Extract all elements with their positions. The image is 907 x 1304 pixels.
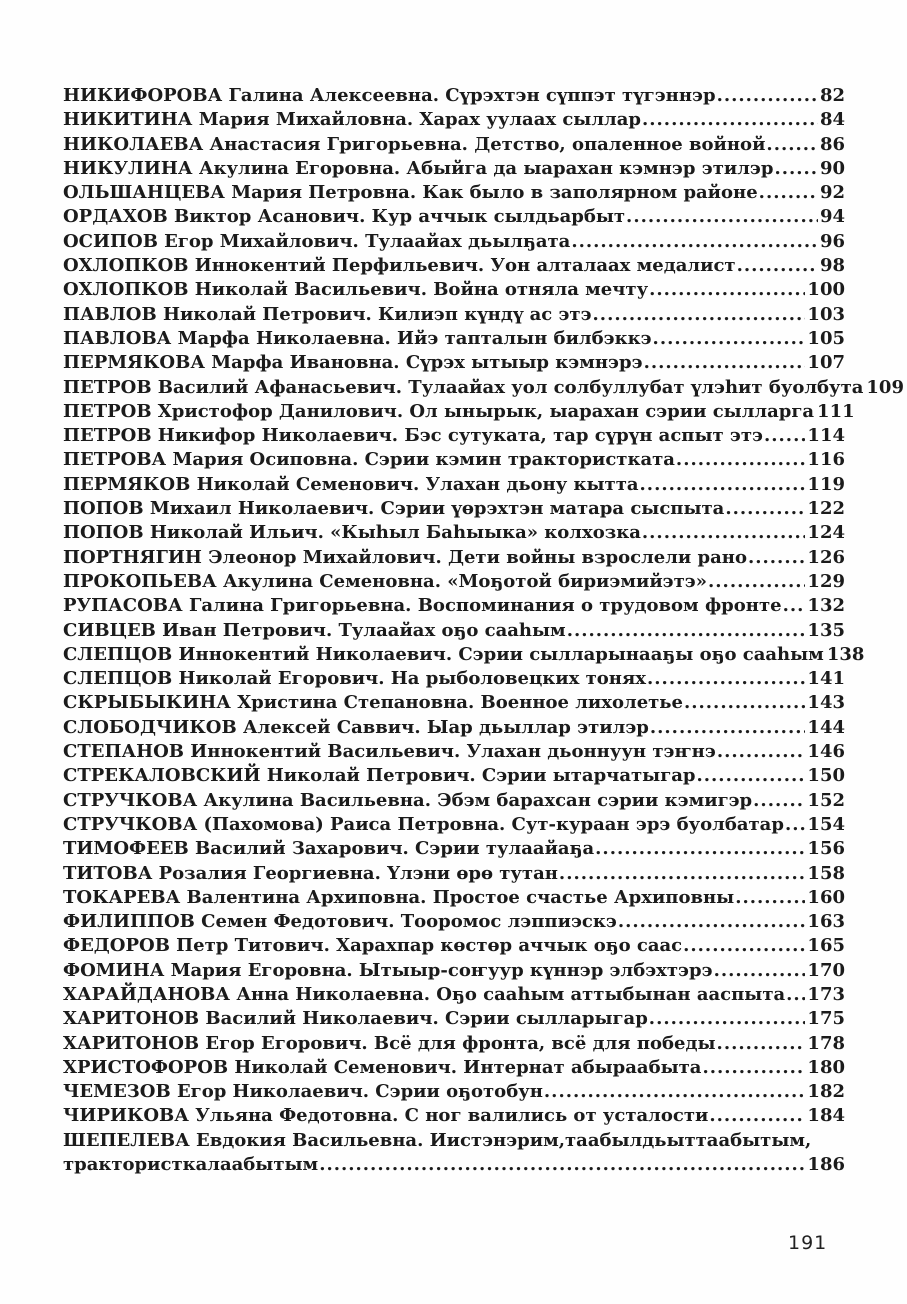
toc-entry-page-number: 154 (807, 813, 845, 835)
toc-entry-text: ПЕТРОВА Мария Осиповна. Сэрии кэмин трактористката (63, 449, 675, 471)
toc-entry (63, 983, 845, 1007)
toc-entry-text: ПОПОВ Николай Ильич. «Кыһыл Баһыыка» колхозка (63, 522, 641, 544)
dot-leader (774, 157, 818, 181)
toc-entry-page-number: 175 (807, 1008, 845, 1030)
page-number: 191 (788, 1232, 828, 1254)
toc-entry (63, 1056, 845, 1080)
dot-leader (683, 934, 805, 958)
dot-leader (593, 303, 806, 327)
toc-entry-text: СЛЕПЦОВ Николай Егорович. На рыболовецких тонях (63, 668, 647, 690)
dot-leader (653, 327, 806, 351)
toc-entry-page-number: 180 (807, 1056, 845, 1078)
toc-entry-text: ЧЕМЕЗОВ Егор Николаевич. Сэрии оҕотобун (63, 1081, 543, 1103)
toc-entry (63, 910, 845, 934)
toc-entry-page-number: 103 (807, 303, 845, 325)
toc-entry (63, 1104, 845, 1128)
toc-entry-text: ТИМОФЕЕВ Василий Захарович. Сэрии тулаайаҕа (63, 838, 595, 860)
toc-entry (63, 837, 845, 861)
toc-entry-page-number: 90 (819, 157, 845, 179)
toc-entry (63, 934, 845, 958)
dot-leader (702, 1056, 805, 1080)
toc-entry-text: ХАРИТОНОВ Василий Николаевич. Сэрии сылларыгар (63, 1008, 648, 1030)
toc-entry-page-number: 144 (807, 716, 845, 738)
dot-leader (571, 230, 818, 254)
toc-entry-page-number: 165 (807, 935, 845, 957)
toc-entry-page-number: 86 (819, 133, 845, 155)
toc-entry-page-number: 126 (807, 546, 845, 568)
toc-entry-text: ПАВЛОВ Николай Петрович. Килиэп күндү ас этэ (63, 303, 592, 325)
toc-entry-text: ОСИПОВ Егор Михайлович. Тулаайах дьылҕата (63, 230, 571, 252)
toc-entry-page-number: 141 (807, 668, 845, 690)
toc-entry (63, 691, 845, 715)
toc-entry-text: ШЕПЕЛЕВА Евдокия Васильевна. Иистэнэрим,таабылдьыттаабытым, (63, 1129, 812, 1151)
dot-leader (725, 497, 805, 521)
toc-entry-page-number: 160 (807, 886, 845, 908)
toc-entry (63, 133, 845, 157)
toc-entry (63, 862, 845, 886)
toc-entry-text: ПЕРМЯКОВА Марфа Ивановна. Сүрэх ытыыр кэмнэрэ (63, 352, 643, 374)
toc-entry-text: ХРИСТОФОРОВ Николай Семенович. Интернат абыраабыта (63, 1056, 702, 1078)
dot-leader (642, 521, 806, 545)
toc-entry-page-number: 84 (819, 109, 845, 131)
toc-entry (63, 205, 845, 229)
toc-entry-text: ТОКАРЕВА Валентина Архиповна. Простое счастье Архиповны (63, 886, 735, 908)
toc-entry-text: ОЛЬШАНЦЕВА Мария Петровна. Как было в заполярном районе (63, 182, 758, 204)
toc-entry (63, 473, 845, 497)
dot-leader (644, 351, 806, 375)
dot-leader (786, 983, 805, 1007)
toc-entry (63, 230, 845, 254)
toc-entry (63, 667, 845, 691)
toc-entry (63, 594, 845, 618)
toc-entry-text: ФОМИНА Мария Егоровна. Ытыыр-соҥуур күннэр элбэхтэрэ (63, 959, 713, 981)
toc-entry-page-number: 92 (819, 182, 845, 204)
toc-entry-text: ОХЛОПКОВ Иннокентий Перфильевич. Уон алталаах медалист (63, 255, 736, 277)
toc-entry (63, 813, 845, 837)
dot-leader (567, 619, 806, 643)
toc-entry-page-number: 170 (807, 959, 845, 981)
dot-leader (766, 133, 818, 157)
toc-entry-text: ОХЛОПКОВ Николай Васильевич. Война отняла мечту (63, 279, 649, 301)
toc-entry (63, 448, 845, 472)
dot-leader (759, 181, 818, 205)
dot-leader (626, 205, 818, 229)
toc-entry (63, 108, 845, 132)
table-of-contents (63, 84, 904, 1177)
toc-entry (63, 327, 845, 351)
toc-entry (63, 619, 845, 643)
toc-entry-page-number: 116 (807, 449, 845, 471)
dot-leader (649, 1007, 806, 1031)
toc-entry (63, 254, 845, 278)
toc-entry-page-number: 146 (807, 741, 845, 763)
toc-entry-text: СТРУЧКОВА Акулина Васильевна. Эбэм барахсан сэрии кэмигэр (63, 789, 753, 811)
toc-entry-page-number: 119 (807, 473, 845, 495)
toc-entry-text: ПЕТРОВ Никифор Николаевич. Бэс сутуката, тар сүрүн аспыт этэ (63, 425, 763, 447)
toc-entry (63, 546, 845, 570)
toc-entry-page-number: 124 (807, 522, 845, 544)
toc-entry-text: ФЕДОРОВ Петр Титович. Харахпар көстөр аччык оҕо саас (63, 935, 683, 957)
dot-leader (595, 837, 805, 861)
toc-entry-page-number: 173 (807, 983, 845, 1005)
toc-entry-text: СТРЕКАЛОВСКИЙ Николай Петрович. Сэрии ытарчатыгар (63, 765, 696, 787)
dot-leader (647, 667, 805, 691)
toc-entry-page-number: 150 (807, 765, 845, 787)
dot-leader (753, 789, 805, 813)
toc-entry (63, 764, 845, 788)
toc-entry-text: СЛЕПЦОВ Иннокентий Николаевич. Сэрии сылларынааҕы оҕо сааһым (63, 643, 824, 665)
toc-entry-text: ОРДАХОВ Виктор Асанович. Кур аччык сылдьарбыт (63, 206, 626, 228)
toc-entry (63, 1129, 845, 1153)
toc-entry (63, 1007, 845, 1031)
dot-leader (697, 764, 806, 788)
toc-entry-page-number: 158 (807, 862, 845, 884)
dot-leader (717, 84, 818, 108)
dot-leader (649, 278, 805, 302)
toc-entry-text: СИВЦЕВ Иван Петрович. Тулаайах оҕо сааһым (63, 619, 566, 641)
toc-entry (63, 278, 845, 302)
toc-entry (63, 521, 845, 545)
toc-entry-text: ПОРТНЯГИН Элеонор Михайлович. Дети войны взрослели рано (63, 546, 747, 568)
toc-entry-page-number: 178 (807, 1032, 845, 1054)
dot-leader (717, 740, 806, 764)
toc-entry-page-number: 156 (807, 838, 845, 860)
toc-entry (63, 1080, 845, 1104)
toc-entry (63, 789, 845, 813)
toc-entry-text: ПАВЛОВА Марфа Николаевна. Ийэ тапталын билбэккэ (63, 327, 652, 349)
toc-entry-page-number: 98 (819, 255, 845, 277)
toc-entry (63, 303, 845, 327)
toc-entry-text: СЛОБОДЧИКОВ Алексей Саввич. Ыар дьыллар этилэр (63, 716, 649, 738)
dot-leader (714, 959, 806, 983)
toc-entry (63, 959, 845, 983)
toc-entry-text: НИКИТИНА Мария Михайловна. Харах уулаах сыллар (63, 109, 641, 131)
toc-entry-text: НИКИФОРОВА Галина Алексеевна. Сүрэхтэн сүппэт түгэннэр (63, 85, 716, 106)
toc-entry (63, 157, 845, 181)
toc-entry-text: ХАРИТОНОВ Егор Егорович. Всё для фронта, всё для победы (63, 1032, 716, 1054)
toc-entry (63, 497, 845, 521)
toc-entry (63, 740, 845, 764)
toc-entry-page-number: 122 (807, 498, 845, 520)
dot-leader (735, 886, 805, 910)
toc-entry-text: ФИЛИППОВ Семен Федотович. Тооромос лэппиэскэ (63, 911, 617, 933)
dot-leader (748, 546, 805, 570)
toc-entry-page-number: 182 (807, 1081, 845, 1103)
toc-entry-page-number: 82 (819, 85, 845, 106)
toc-entry-text: ПОПОВ Михаил Николаевич. Сэрии үөрэхтэн матара сыспыта (63, 498, 725, 520)
toc-entry-page-number: 109 (866, 376, 904, 398)
toc-entry-page-number: 143 (807, 692, 845, 714)
toc-entry-text: НИКУЛИНА Акулина Егоровна. Абыйга да ыарахан кэмнэр этилэр (63, 157, 774, 179)
toc-entry-page-number: 152 (807, 789, 845, 811)
toc-entry-text: ТИТОВА Розалия Георгиевна. Үлэни өрө тутан (63, 862, 558, 884)
toc-entry-page-number: 96 (819, 230, 845, 252)
dot-leader (642, 108, 818, 132)
toc-entry-text: ЧИРИКОВА Ульяна Федотовна. С ног валились от усталости (63, 1105, 709, 1127)
toc-entry-page-number: 94 (819, 206, 845, 228)
toc-entry-text: ПРОКОПЬЕВА Акулина Семеновна. «Моҕотой бириэмийэтэ» (63, 570, 708, 592)
dot-leader (737, 254, 818, 278)
dot-leader (640, 473, 806, 497)
dot-leader (709, 1104, 805, 1128)
toc-entry (63, 424, 845, 448)
toc-entry-text: ПЕТРОВ Христофор Данилович. Ол ынырык, ыарахан сэрии сылларга (63, 400, 815, 422)
toc-entry-page-number: 132 (807, 595, 845, 617)
dot-leader (764, 424, 805, 448)
dot-leader (319, 1153, 805, 1177)
toc-entry (63, 643, 865, 667)
dot-leader (544, 1080, 806, 1104)
dot-leader (684, 691, 805, 715)
toc-entry-page-number: 107 (807, 352, 845, 374)
toc-entry-text: ПЕРМЯКОВ Николай Семенович. Улахан дьону кытта (63, 473, 639, 495)
toc-entry (63, 570, 845, 594)
toc-entry-text: СТЕПАНОВ Иннокентий Васильевич. Улахан дьоннуун тэҥнэ (63, 741, 716, 763)
toc-entry (63, 181, 845, 205)
toc-entry (63, 1032, 845, 1056)
toc-entry (63, 400, 855, 424)
toc-entry-page-number: 114 (807, 425, 845, 447)
toc-entry-page-number: 163 (807, 911, 845, 933)
toc-entry-page-number: 105 (807, 327, 845, 349)
toc-entry-page-number: 135 (807, 619, 845, 641)
toc-entry-text: РУПАСОВА Галина Григорьевна. Воспоминания о трудовом фронте (63, 595, 782, 617)
toc-entry (63, 84, 845, 108)
toc-entry-page-number: 100 (807, 279, 845, 301)
toc-entry-page-number: 111 (817, 400, 855, 422)
dot-leader (618, 910, 806, 934)
dot-leader (717, 1032, 806, 1056)
toc-entry-text: СКРЫБЫКИНА Христина Степановна. Военное лихолетье (63, 692, 683, 714)
toc-entry (63, 351, 845, 375)
dot-leader (783, 594, 806, 618)
toc-entry-page-number: 138 (826, 643, 865, 665)
toc-entry-text: СТРУЧКОВА (Пахомова) Раиса Петровна. Сут-кураан эрэ буолбатар (63, 813, 784, 835)
toc-entry-page-number: 129 (807, 570, 845, 592)
toc-entry (63, 716, 845, 740)
dot-leader (708, 570, 805, 594)
toc-entry-page-number: 186 (807, 1154, 845, 1176)
toc-entry (63, 376, 904, 400)
dot-leader (785, 813, 805, 837)
toc-entry-text: ХАРАЙДАНОВА Анна Николаевна. Оҕо сааһым аттыбынан ааспыта (63, 983, 786, 1005)
dot-leader (559, 862, 806, 886)
toc-entry-text: трактористкалаабытым (63, 1154, 319, 1176)
toc-entry-text: ПЕТРОВ Василий Афанасьевич. Тулаайах уол солбуллубат үлэһит буолбута (63, 376, 864, 398)
dot-leader (676, 448, 806, 472)
dot-leader (650, 716, 806, 740)
toc-entry (63, 1153, 845, 1177)
toc-entry-text: НИКОЛАЕВА Анастасия Григорьевна. Детство, опаленное войной (63, 133, 766, 155)
toc-entry-page-number: 184 (807, 1105, 845, 1127)
toc-entry (63, 886, 845, 910)
